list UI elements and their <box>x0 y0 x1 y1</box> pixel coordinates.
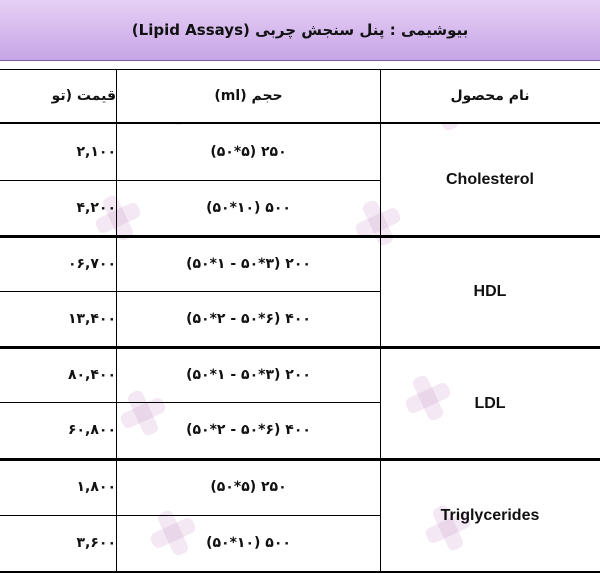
product-name: HDL <box>473 283 507 300</box>
price-cell: ۸۰,۴۰۰ <box>67 367 116 383</box>
volume-cell: ۵۰۰ (۱۰*۵۰) <box>206 535 291 551</box>
row-divider <box>0 515 380 516</box>
price-cell: ۱,۸۰۰ <box>76 479 116 495</box>
header-volume: حجم (ml) <box>117 70 380 122</box>
price-cell: ۳,۶۰۰ <box>76 535 116 551</box>
row-divider <box>0 69 600 70</box>
header-price: قیمت (تو <box>0 70 116 122</box>
row-divider <box>0 402 380 403</box>
price-cell: ۴,۲۰۰ <box>76 200 116 216</box>
price-cell: ۱۳,۴۰۰ <box>67 311 116 327</box>
row-divider <box>0 571 600 573</box>
header-product: نام محصول <box>380 70 600 122</box>
volume-cell: ۲۰۰ (۳*۵۰ - ۱*۵۰) <box>186 367 311 383</box>
product-name: Triglycerides <box>440 507 540 524</box>
volume-cell: ۲۵۰ (۵*۵۰) <box>210 144 287 160</box>
volume-cell: ۵۰۰ (۱۰*۵۰) <box>206 200 291 216</box>
row-divider <box>0 291 380 292</box>
volume-cell: ۴۰۰ (۶*۵۰ - ۲*۵۰) <box>186 422 311 438</box>
row-divider <box>0 180 380 181</box>
product-name: Cholesterol <box>445 170 534 188</box>
price-cell: ۶۰,۸۰۰ <box>67 422 116 438</box>
volume-cell: ۲۰۰ (۳*۵۰ - ۱*۵۰) <box>186 256 311 272</box>
price-cell: ۰۶,۷۰۰ <box>67 256 116 272</box>
page-title: بیوشیمی : پنل سنجش چربی (Lipid Assays) <box>0 0 600 61</box>
volume-cell: ۲۵۰ (۵*۵۰) <box>210 479 287 495</box>
volume-cell: ۴۰۰ (۶*۵۰ - ۲*۵۰) <box>186 311 311 327</box>
price-cell: ۲,۱۰۰ <box>76 144 116 160</box>
product-name: LDL <box>474 394 506 412</box>
